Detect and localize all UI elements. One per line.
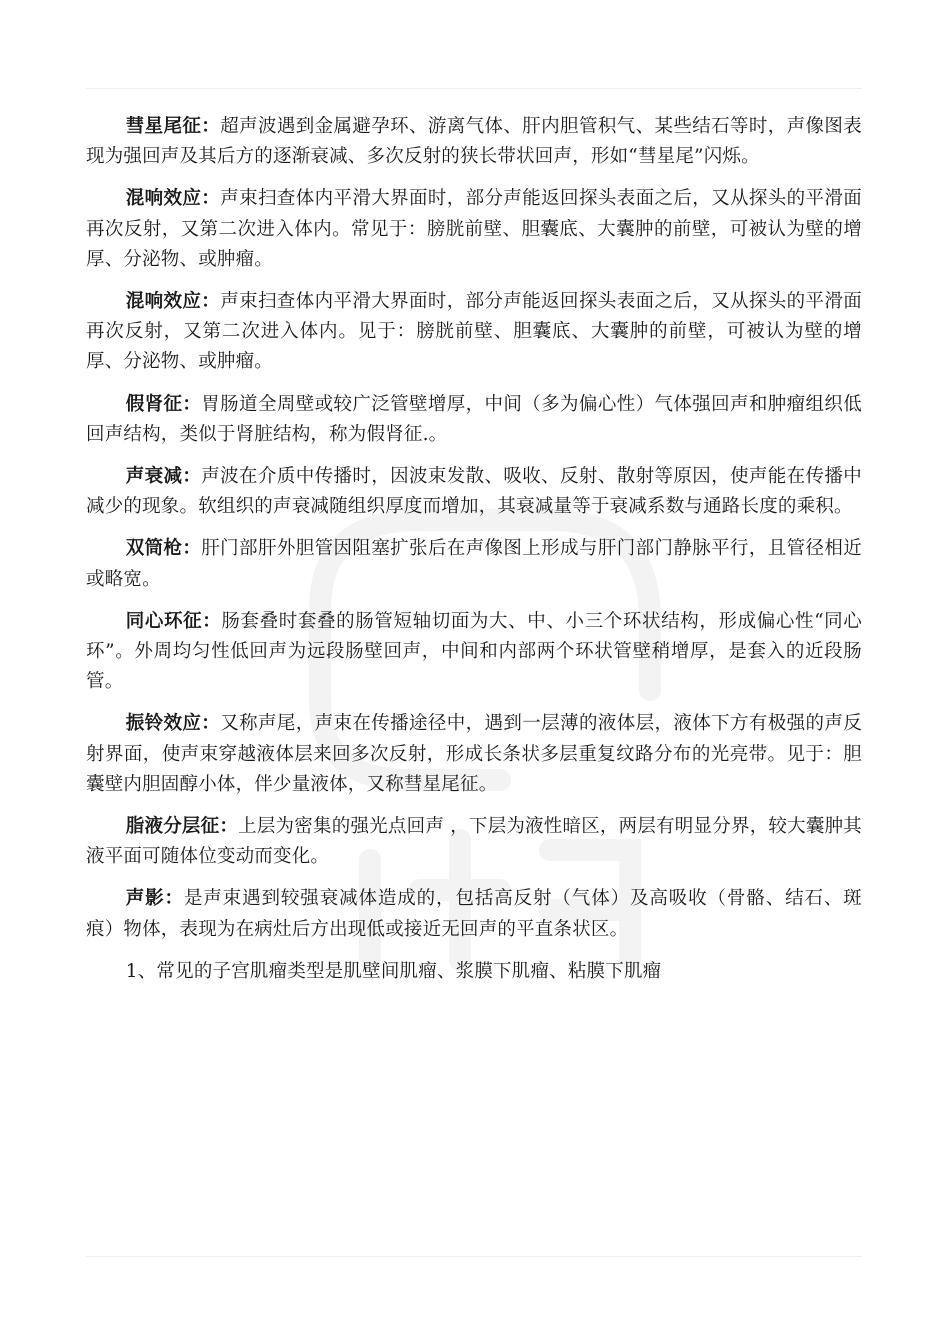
paragraph-acoustic-shadow bbox=[86, 884, 862, 944]
paragraph-double-barrel bbox=[86, 534, 862, 594]
term-label: 同心环征： bbox=[125, 610, 222, 632]
paragraph-attenuation bbox=[86, 462, 862, 522]
definition-text: 声波在介质中传播时，因波束发散、吸收、反射、散射等原因，使声能在传播中减少的现象。软组织的声衰减随组织厚度而增加，其衰减量等于衰减系数与通路长度的乘积。 bbox=[86, 466, 862, 518]
paragraph-fat-fluid-level bbox=[86, 812, 862, 872]
term-label: 声影： bbox=[125, 888, 184, 910]
definition-text: 肝门部肝外胆管因阻塞扩张后在声像图上形成与肝门部门静脉平行，且管径相近或略宽。 bbox=[86, 538, 862, 590]
definition-text: 胃肠道全周壁或较广泛管壁增厚，中间（多为偏心性）气体强回声和肿瘤组织低回声结构，类似于肾脏结构，称为假肾征.。 bbox=[86, 393, 862, 445]
term-label: 双筒枪： bbox=[125, 538, 202, 560]
definition-text: 又称声尾，声束在传播途径中，遇到一层薄的液体层，液体下方有极强的声反射界面，使声束穿越液体层来回多次反射，形成长条状多层重复纹路分布的光亮带。见于：胆囊壁内胆固醇小体，伴少量液体，又称彗星尾征。 bbox=[86, 713, 862, 795]
term-label: 彗星尾征： bbox=[125, 116, 221, 137]
paragraph-numbered-item bbox=[86, 957, 862, 987]
term-label: 脂液分层征： bbox=[125, 816, 239, 838]
paragraph-ring-down bbox=[86, 709, 862, 800]
term-label: 声衰减： bbox=[125, 466, 202, 488]
paragraph-target-sign bbox=[86, 607, 862, 698]
term-label: 假肾征： bbox=[125, 393, 202, 415]
definition-text: 是声束遇到较强衰减体造成的，包括高反射（气体）及高吸收（骨骼、结石、斑痕）物体，表现为在病灶后方出现低或接近无回声的平直条状区。 bbox=[86, 888, 862, 940]
definition-text: 上层为密集的强光点回声 ，下层为液性暗区，两层有明显分界，较大囊肿其液平面可随体位变动而变化。 bbox=[86, 816, 863, 868]
definition-text: 肠套叠时套叠的肠管短轴切面为大、中、小三个环状结构，形成偏心性“同心环”。外周均匀性低回声为远段肠壁回声，中间和内部两个环状管壁稍增厚，是套入的近段肠管。 bbox=[86, 610, 862, 693]
definition-text: 超声波遇到金属避孕环、游离气体、肝内胆管积气、某些结石等时，声像图表现为强回声及其后方的逐渐衰减、多次反射的狭长带状回声，形如“彗星尾”闪烁。 bbox=[86, 116, 862, 168]
term-label: 振铃效应： bbox=[125, 713, 221, 735]
definition-text: 声束扫查体内平滑大界面时，部分声能返回探头表面之后，又从探头的平滑面再次反射，又第二次进入体内。见于：膀胱前壁、胆囊底、大囊肿的前壁，可被认为壁的增厚、分泌物、或肿瘤。 bbox=[86, 291, 862, 373]
term-label: 混响效应： bbox=[125, 291, 221, 313]
paragraph-pseudokidney bbox=[86, 390, 862, 450]
header-rule bbox=[86, 88, 862, 89]
paragraph-comet-tail bbox=[86, 112, 862, 172]
definition-text: 声束扫查体内平滑大界面时，部分声能返回探头表面之后，又从探头的平滑面再次反射，又第二次进入体内。常见于：膀胱前壁、胆囊底、大囊肿的前壁，可被认为壁的增厚、分泌物、或肿瘤。 bbox=[86, 188, 862, 270]
paragraph-reverberation-1 bbox=[86, 184, 862, 275]
paragraph-reverberation-2 bbox=[86, 287, 862, 378]
document-body bbox=[86, 112, 862, 999]
term-label: 混响效应： bbox=[125, 188, 221, 210]
footer-rule bbox=[86, 1256, 862, 1257]
definition-text: 1、常见的子宫肌瘤类型是肌壁间肌瘤、浆膜下肌瘤、粘膜下肌瘤 bbox=[125, 960, 662, 982]
